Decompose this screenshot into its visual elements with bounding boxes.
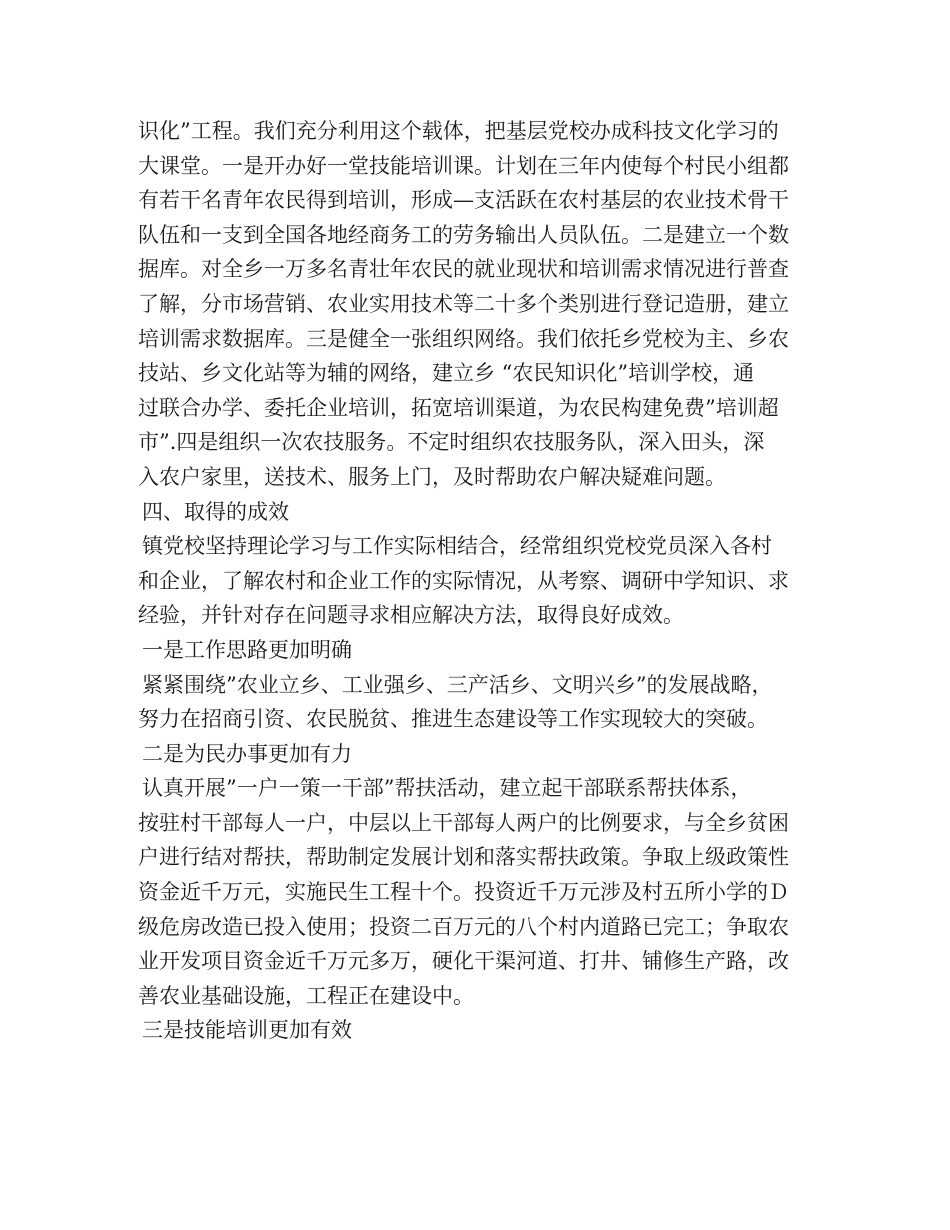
text-line-11: 入农户家里，送技术、服务上门，及时帮助农户解决疑难问题。 xyxy=(138,464,726,489)
text-line-7: 培训需求数据库。三是健全一张组织网络。我们依托乡党校为主、乡农 xyxy=(138,326,789,351)
text-line-4: 队伍和一支到全国各地经商务工的劳务输出人员队伍。二是建立一个数 xyxy=(138,222,789,247)
text-line-26: 善农业基础设施，工程正在建设中。 xyxy=(138,983,474,1008)
text-line-10: 市”.四是组织一次农技服务。不定时组织农技服务队，深入田头，深 xyxy=(138,430,765,455)
subheading-1: 一是工作思路更加明确 xyxy=(142,637,352,662)
text-line-20: 认真开展”一户一策一干部”帮扶活动，建立起干部联系帮扶体系， xyxy=(142,776,752,801)
section-heading-4: 四、取得的成效 xyxy=(142,499,289,524)
text-line-2: 大课堂。一是开办好一堂技能培训课。计划在三年内使每个村民小组都 xyxy=(138,153,789,178)
text-line-18: 努力在招商引资、农民脱贫、推进生态建设等工作实现较大的突破。 xyxy=(138,707,768,732)
subheading-3: 三是技能培训更加有效 xyxy=(142,1018,352,1043)
text-line-6: 了解，分市场营销、农业实用技术等二十多个类别进行登记造册，建立 xyxy=(138,291,789,316)
text-line-9: 过联合办学、委托企业培训，拓宽培训渠道，为农民构建免费”培训超 xyxy=(138,395,779,420)
text-line-21: 按驻村干部每人一户，中层以上干部每人两户的比例要求，与全乡贫困 xyxy=(138,810,789,835)
text-line-8: 技站、乡文化站等为辅的网络，建立乡 “农民知识化”培训学校，通 xyxy=(138,361,755,386)
text-line-5: 据库。对全乡一万多名青壮年农民的就业现状和培训需求情况进行普查 xyxy=(138,257,789,282)
text-line-14: 和企业，了解农村和企业工作的实际情况，从考察、调研中学知识、求 xyxy=(138,568,789,593)
text-line-17: 紧紧围绕”农业立乡、工业强乡、三产活乡、文明兴乡”的发展战略， xyxy=(142,672,773,697)
text-line-24: 级危房改造已投入使用；投资二百万元的八个村内道路已完工；争取农 xyxy=(138,914,789,939)
text-line-25: 业开发项目资金近千万元多万，硬化干渠河道、打井、铺修生产路，改 xyxy=(138,949,789,974)
text-line-13: 镇党校坚持理论学习与工作实际相结合，经常组织党校党员深入各村 xyxy=(142,534,772,559)
text-line-15: 经验，并针对存在问题寻求相应解决方法，取得良好成效。 xyxy=(138,603,684,628)
subheading-2: 二是为民办事更加有力 xyxy=(142,741,352,766)
text-line-23: 资金近千万元，实施民生工程十个。投资近千万元涉及村五所小学的Ｄ xyxy=(138,880,789,905)
text-line-22: 户进行结对帮扶，帮助制定发展计划和落实帮扶政策。争取上级政策性 xyxy=(138,845,789,870)
text-line-3: 有若干名青年农民得到培训，形成—支活跃在农村基层的农业技术骨干 xyxy=(138,188,789,213)
text-line-1: 识化”工程。我们充分利用这个载体，把基层党校办成科技文化学习的 xyxy=(138,119,779,143)
